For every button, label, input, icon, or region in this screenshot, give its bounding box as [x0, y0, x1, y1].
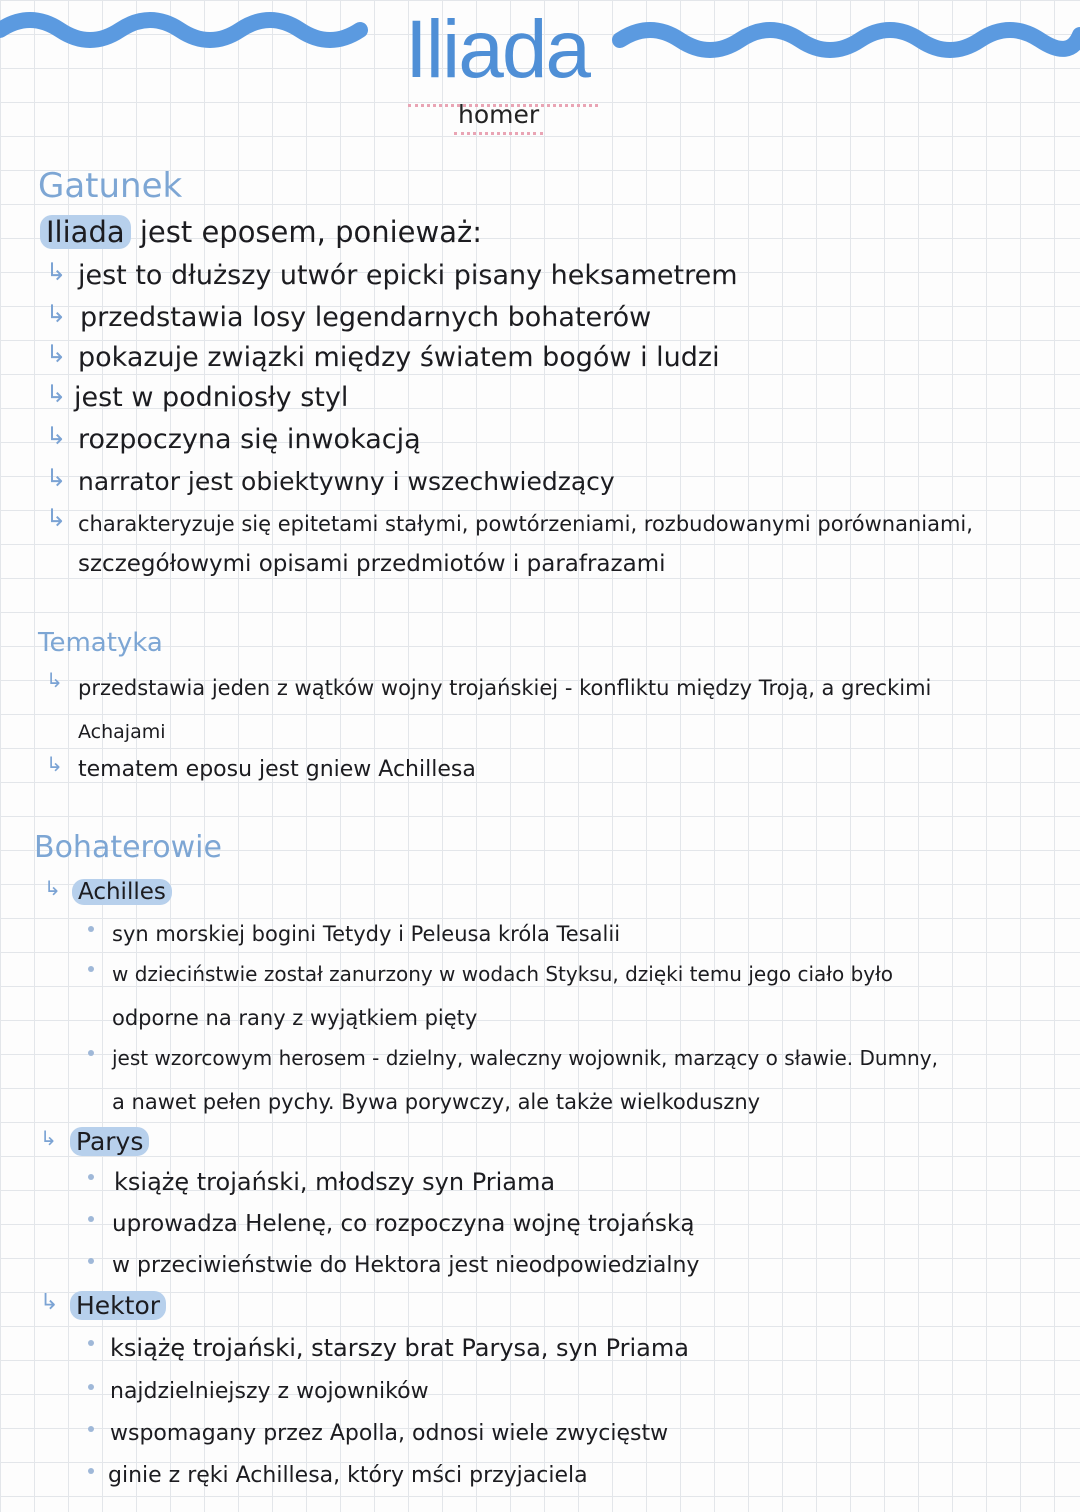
bullet-arrow-icon: ↳ [46, 752, 63, 776]
bullet-arrow-icon: ↳ [40, 1290, 59, 1315]
bullet-arrow-icon: ↳ [46, 258, 67, 286]
parys-line: książę trojański, młodszy syn Priama [114, 1168, 556, 1196]
hektor-line: książę trojański, starszy brat Parysa, syn Priama [110, 1334, 689, 1362]
bullet-dot [88, 1258, 94, 1264]
achilles-line-cont: a nawet pełen pychy. Bywa porywczy, ale także wielkoduszny [112, 1090, 761, 1114]
achilles-line: jest wzorcowym herosem - dzielny, waleczny wojownik, marzący o sławie. Dumny, [112, 1046, 938, 1070]
bullet-dot [88, 1384, 94, 1390]
hektor-line: ginie z ręki Achillesa, który mści przyjaciela [108, 1463, 588, 1488]
bullet-arrow-icon: ↳ [46, 464, 67, 492]
achilles-line: syn morskiej bogini Tetydy i Peleusa króla Tesalii [112, 922, 621, 946]
author: homer [454, 98, 543, 135]
parys-line: uprowadza Helenę, co rozpoczyna wojnę trojańską [112, 1211, 695, 1237]
achilles-line-cont: odporne na rany z wyjątkiem pięty [112, 1006, 478, 1030]
bullet-dot [88, 1050, 94, 1056]
tematyka-item: tematem eposu jest gniew Achillesa [78, 757, 476, 782]
achilles-line: w dzieciństwie został zanurzony w wodach Styksu, dzięki temu jego ciało było [112, 962, 894, 986]
bullet-dot [88, 1468, 94, 1474]
bullet-dot [88, 1216, 94, 1222]
parys-line: w przeciwieństwie do Hektora jest nieodpowiedzialny [112, 1253, 700, 1278]
bullet-arrow-icon: ↳ [46, 422, 67, 450]
bullet-arrow-icon: ↳ [46, 504, 67, 532]
highlight-iliada: Iliada [40, 215, 131, 249]
gatunek-item: jest to dłuższy utwór epicki pisany heksametrem [78, 260, 738, 291]
hektor-line: wspomagany przez Apolla, odnosi wiele zwycięstw [110, 1421, 669, 1446]
bullet-dot [88, 1174, 94, 1180]
intro-rest: jest eposem, ponieważ: [139, 215, 482, 249]
bullet-arrow-icon: ↳ [46, 300, 67, 328]
hektor-line: najdzielniejszy z wojowników [110, 1379, 429, 1404]
gatunek-item: pokazuje związki między światem bogów i ludzi [78, 342, 720, 373]
hero-name-parys: Parys [70, 1124, 149, 1160]
tematyka-item-cont: Achajami [78, 721, 166, 743]
bullet-arrow-icon: ↳ [46, 340, 67, 368]
hero-name-hektor: Hektor [70, 1288, 166, 1324]
section-heading-gatunek: Gatunek [38, 166, 183, 206]
gatunek-item: charakteryzuje się epitetami stałymi, powtórzeniami, rozbudowanymi porównaniami, [78, 512, 973, 536]
bullet-dot [88, 926, 94, 932]
gatunek-item: jest w podniosły styl [74, 382, 349, 413]
bullet-arrow-icon: ↳ [46, 380, 67, 408]
bullet-arrow-icon: ↳ [46, 668, 63, 692]
gatunek-item: rozpoczyna się inwokacją [78, 424, 421, 455]
bullet-dot [88, 1426, 94, 1432]
gatunek-item: narrator jest obiektywny i wszechwiedzący [78, 467, 615, 496]
bullet-arrow-icon: ↳ [44, 876, 61, 900]
section-heading-bohaterowie: Bohaterowie [34, 830, 222, 865]
bullet-dot [88, 966, 94, 972]
gatunek-intro [40, 214, 482, 250]
section-heading-tematyka: Tematyka [38, 628, 163, 658]
gatunek-item-cont: szczegółowymi opisami przedmiotów i parafrazami [78, 551, 666, 577]
tematyka-item: przedstawia jeden z wątków wojny trojańskiej - konfliktu między Troją, a greckimi [78, 676, 932, 700]
bullet-arrow-icon: ↳ [40, 1126, 57, 1150]
hero-name-achilles: Achilles [72, 874, 172, 910]
bullet-dot [88, 1340, 94, 1346]
gatunek-item: przedstawia losy legendarnych bohaterów [80, 302, 652, 333]
page-title: Iliada [405, 4, 590, 95]
